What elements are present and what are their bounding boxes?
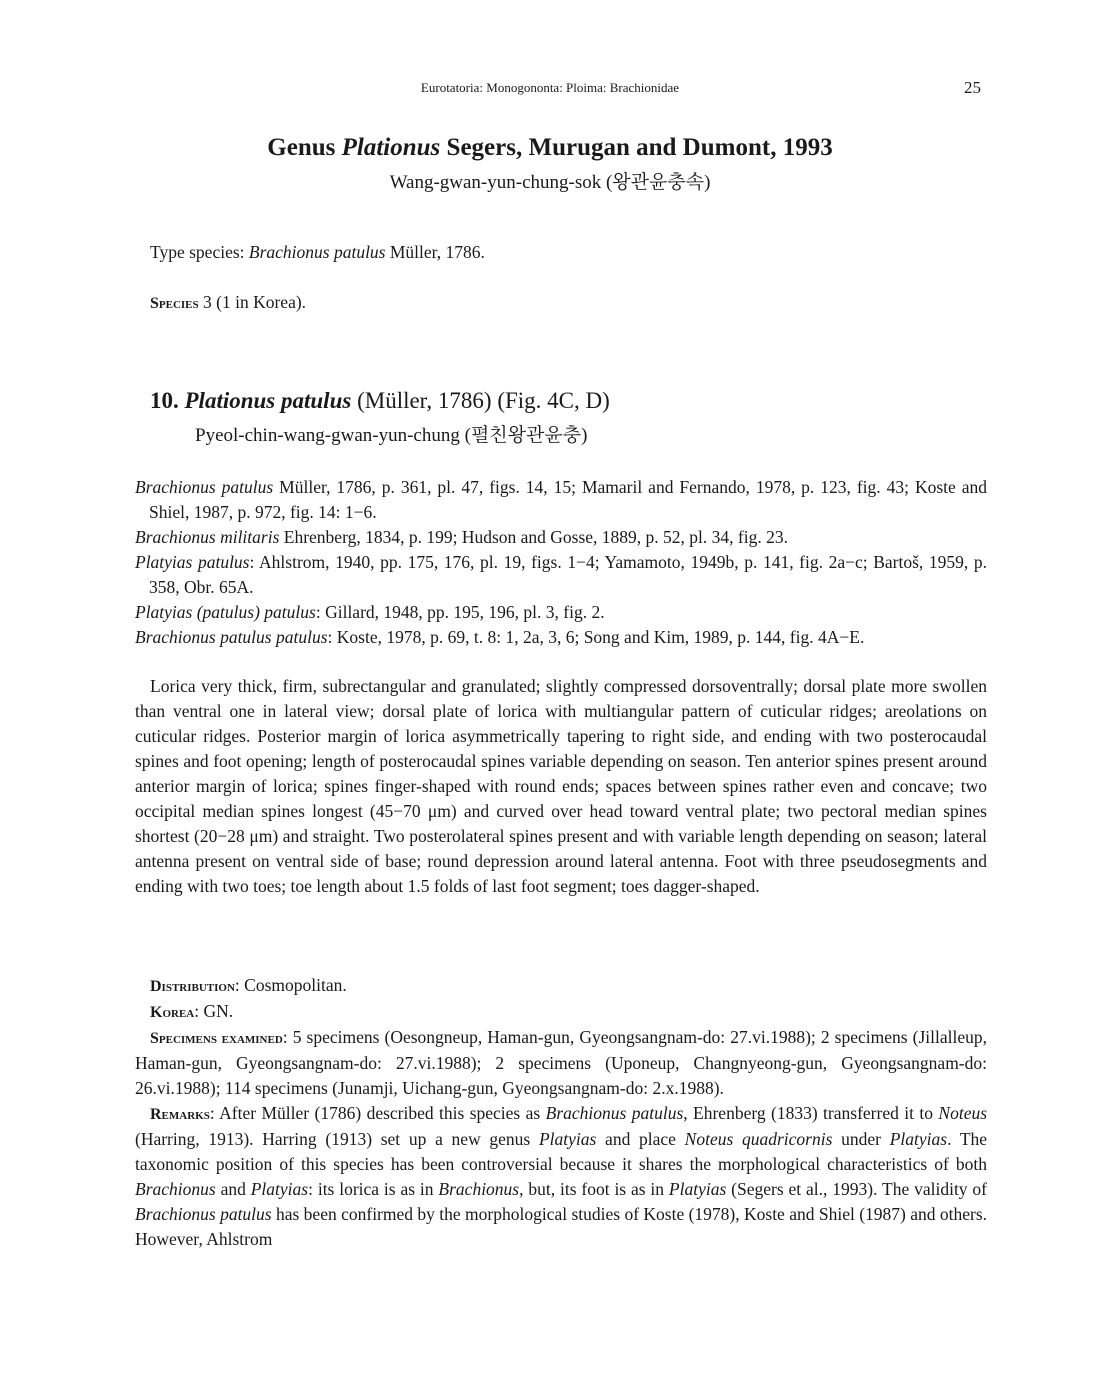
synonymy-list bbox=[135, 475, 987, 650]
species-number: 10. bbox=[150, 388, 179, 413]
species-korean-name: Pyeol-chin-wang-gwan-yun-chung (펼친왕관윤충) bbox=[195, 425, 588, 446]
synonym-name: Platyias patulus bbox=[135, 552, 250, 572]
remarks: Remarks: After Müller (1786) described this species as Brachionus patulus, Ehrenberg (1833) transferred it to Noteus (Harring, 1913). Harring (1913) set up a new genus Platyias and place Noteus quadricornis under Platyias. The taxonomic position of this species has been controversial because it shares the morphological characteristics of both Brachionus and Platyias: its lorica is as in Brachionus, but, its foot is as in Platyias (Segers et al., 1993). The validity of Brachionus patulus has been confirmed by the morphological studies of Koste (1978), Koste and Shiel (1987) and others. However, Ahlstrom bbox=[135, 1103, 988, 1249]
type-species-label: Type species: bbox=[150, 242, 245, 262]
synonym-entry: Platyias patulus: Ahlstrom, 1940, pp. 175, 176, pl. 19, figs. 1−4; Yamamoto, 1949b, p. 141, fig. 2a−c; Bartoš, 1959, p. 358, Obr. 65A. bbox=[135, 552, 987, 597]
distribution-label: Distribution bbox=[150, 978, 235, 995]
specimens-value: 5 specimens (Oesongneup, Haman-gun, Gyeongsangnam-do: 27.vi.1988); 2 specimens (Jillalleup, Haman-gun, Gyeongsangnam-do: 27.vi.1988); 2 specimens (Uponeup, Changnyeong-gun, Gyeongsangnam-do: 26.vi.1988); 114 specimens (Junamji, Uichang-gun, Gyeongsangnam-do: 2.x.1988). bbox=[135, 1027, 987, 1098]
species-count bbox=[150, 290, 1002, 316]
species-count-label: Species bbox=[150, 295, 199, 312]
distribution-value: Cosmopolitan. bbox=[244, 975, 347, 995]
synonym-name: Brachionus militaris bbox=[135, 527, 280, 547]
genus-name: Plationus bbox=[341, 134, 441, 161]
type-species-name: Brachionus patulus bbox=[248, 242, 386, 262]
species-heading bbox=[150, 388, 610, 414]
korea-value: GN. bbox=[203, 1001, 234, 1021]
genus-korean-name: Wang-gwan-yun-chung-sok (왕관윤충속) bbox=[389, 172, 711, 193]
species-authority: (Müller, 1786) (Fig. 4C, D) bbox=[357, 388, 610, 413]
remarks-label: Remarks bbox=[150, 1106, 210, 1123]
synonym-entry: Brachionus patulus patulus: Koste, 1978, p. 69, t. 8: 1, 2a, 3, 6; Song and Kim, 1989, p. 144, fig. 4A−E. bbox=[135, 627, 865, 647]
synonym-citation: Ehrenberg, 1834, p. 199; Hudson and Gosse, 1889, p. 52, pl. 34, fig. 23. bbox=[283, 527, 788, 547]
distribution: Distribution: Cosmopolitan. bbox=[150, 975, 347, 995]
korea-record: Korea: GN. bbox=[150, 1001, 234, 1021]
type-species bbox=[150, 240, 1002, 265]
genus-title bbox=[0, 134, 1100, 162]
description-paragraph: Lorica very thick, firm, subrectangular and granulated; slightly compressed dorsoventrally; dorsal plate more swollen than ventral one in lateral view; dorsal plate of lorica with multiangular pattern of cuticular ridges; areolations on cuticular ridges. Posterior margin of lorica asymmetrically tapering to right side, and ending with two posterocaudal spines and foot opening; length of posterocaudal spines variable depending on season. Ten anterior spines present around anterior margin of lorica; spines finger-shaped with round ends; spaces between spines rather even and concave; two occipital median spines longest (45−70 μm) and curved over head toward ventral plate; two pectoral median spines shortest (20−28 μm) and straight. Two posterolateral spines present and with variable length depending on season; lateral antenna present on ventral side of base; round depression around lateral antenna. Foot with three pseudosegments and ending with two toes; toe length about 1.5 folds of last foot segment; toes dagger-shaped. bbox=[135, 676, 987, 896]
synonym-citation: Müller, 1786, p. 361, pl. 47, figs. 14, 15; Mamaril and Fernando, 1978, p. 123, fig. 43; Koste and Shiel, 1987, p. 972, fig. 14: 1−6. bbox=[149, 477, 987, 522]
specimens-examined: Specimens examined: 5 specimens (Oesongneup, Haman-gun, Gyeongsangnam-do: 27.vi.1988); 2 specimens (Jillalleup, Haman-gun, Gyeongsangnam-do: 27.vi.1988); 2 specimens (Uponeup, Changnyeong-gun, Gyeongsangnam-do: 26.vi.1988); 114 specimens (Junamji, Uichang-gun, Gyeongsangnam-do: 2.x.1988). bbox=[135, 1027, 987, 1098]
synonym-name: Brachionus patulus bbox=[135, 477, 274, 497]
species-name: Plationus patulus bbox=[184, 388, 352, 413]
species-count-value: 3 (1 in Korea). bbox=[203, 292, 307, 312]
genus-authority: Segers, Murugan and Dumont, 1993 bbox=[446, 134, 833, 161]
synonym-entry bbox=[135, 475, 987, 525]
synonym-citation: Gillard, 1948, pp. 195, 196, pl. 3, fig. 2. bbox=[325, 602, 605, 622]
synonym-name: Platyias (patulus) patulus bbox=[135, 602, 316, 622]
specimens-label: Specimens examined bbox=[150, 1030, 283, 1047]
synonym-citation: Koste, 1978, p. 69, t. 8: 1, 2a, 3, 6; Song and Kim, 1989, p. 144, fig. 4A−E. bbox=[336, 627, 865, 647]
page-number: 25 bbox=[964, 78, 981, 97]
synonym-citation: Ahlstrom, 1940, pp. 175, 176, pl. 19, figs. 1−4; Yamamoto, 1949b, p. 141, fig. 2a−c; Bartoš, 1959, p. 358, Obr. 65A. bbox=[149, 552, 987, 597]
synonym-name: Brachionus patulus patulus bbox=[135, 627, 328, 647]
korea-label: Korea bbox=[150, 1004, 195, 1021]
specimen-info bbox=[135, 973, 987, 1252]
synonym-entry bbox=[135, 525, 987, 550]
running-head: Eurotatoria: Monogononta: Ploima: Brachionidae bbox=[420, 80, 680, 95]
synonym-entry: Platyias (patulus) patulus: Gillard, 1948, pp. 195, 196, pl. 3, fig. 2. bbox=[135, 602, 605, 622]
genus-label: Genus bbox=[267, 134, 336, 161]
type-species-authority: Müller, 1786. bbox=[389, 242, 485, 262]
